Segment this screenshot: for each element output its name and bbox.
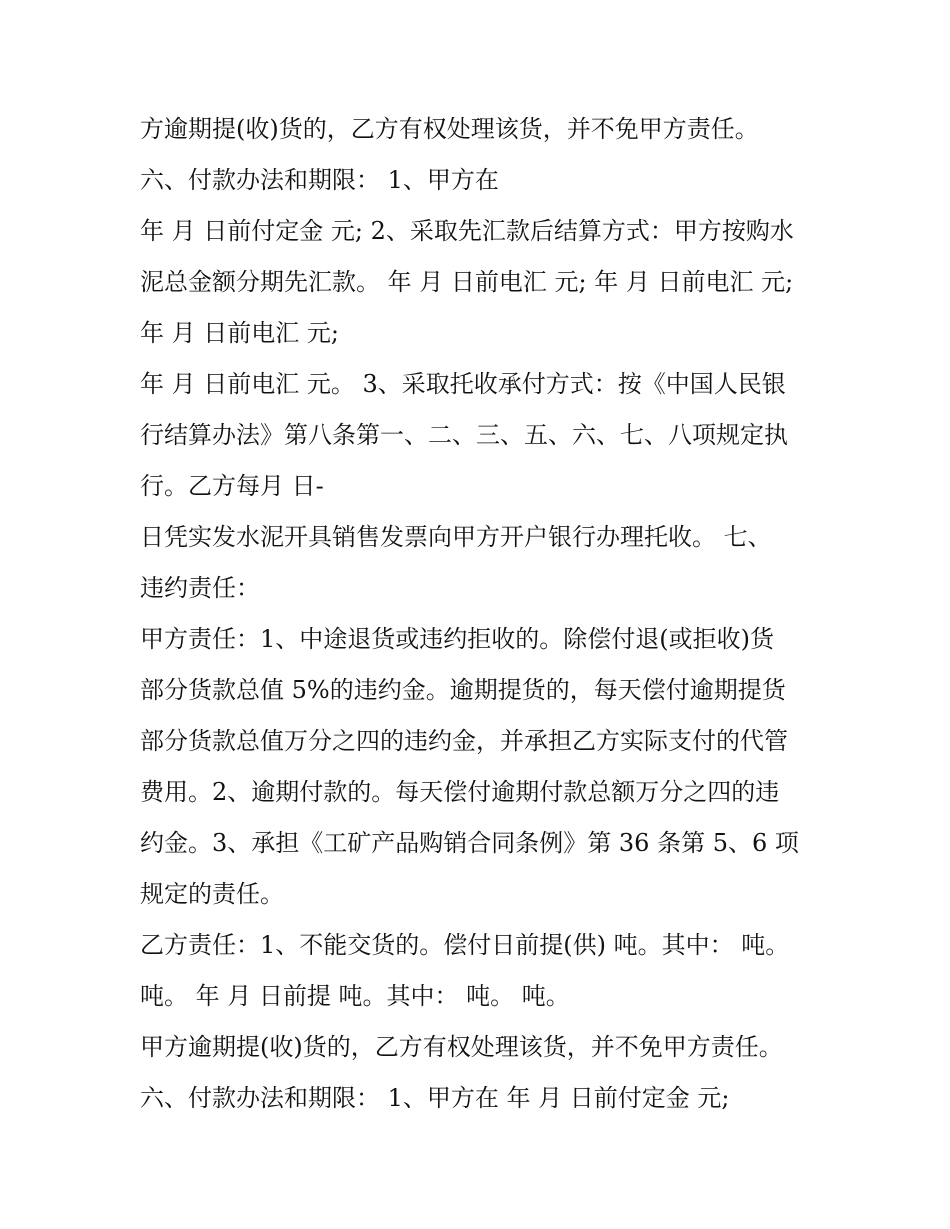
text-line: 甲方逾期提(收)货的，乙方有权处理该货，并不免甲方责任。 [140, 1033, 783, 1061]
text-line: 费用。2、逾期付款的。每天偿付逾期付款总额万分之四的违 [140, 778, 780, 806]
text-line: 部分货款总值 5%的违约金。逾期提货的，每天偿付逾期提货 [140, 676, 786, 704]
text-line: 六、付款办法和期限： 1、甲方在 年 月 日前付定金 元; [140, 1084, 730, 1112]
text-line: 吨。 年 月 日前提 吨。其中： 吨。 吨。 [140, 982, 570, 1010]
text-line: 规定的责任。 [140, 880, 284, 908]
text-line: 约金。3、承担《工矿产品购销合同条例》第 36 条第 5、6 项 [140, 829, 799, 857]
text-line: 行结算办法》第八条第一、二、三、五、六、七、八项规定执 [140, 421, 788, 449]
text-line: 甲方责任：1、中途退货或违约拒收的。除偿付退(或拒收)货 [140, 625, 774, 653]
text-line: 日凭实发水泥开具销售发票向甲方开户银行办理托收。 七、 [140, 523, 772, 551]
text-line: 方逾期提(收)货的，乙方有权处理该货，并不免甲方责任。 [140, 115, 759, 143]
text-line: 行。乙方每月 日- [140, 472, 324, 500]
text-line: 六、付款办法和期限： 1、甲方在 [140, 166, 499, 194]
document-body [140, 104, 840, 1124]
text-line: 部分货款总值万分之四的违约金，并承担乙方实际支付的代管 [140, 727, 788, 755]
text-line: 年 月 日前电汇 元; [140, 319, 339, 347]
text-line: 违约责任： [140, 574, 260, 602]
text-line: 乙方责任：1、不能交货的。偿付日前提(供) 吨。其中： 吨。 [140, 931, 790, 959]
text-line: 泥总金额分期先汇款。 年 月 日前电汇 元; 年 月 日前电汇 元; [140, 268, 794, 296]
text-line: 年 月 日前电汇 元。 3、采取托收承付方式：按《中国人民银 [140, 370, 786, 398]
text-line: 年 月 日前付定金 元; 2、采取先汇款后结算方式：甲方按购水 [140, 217, 794, 245]
